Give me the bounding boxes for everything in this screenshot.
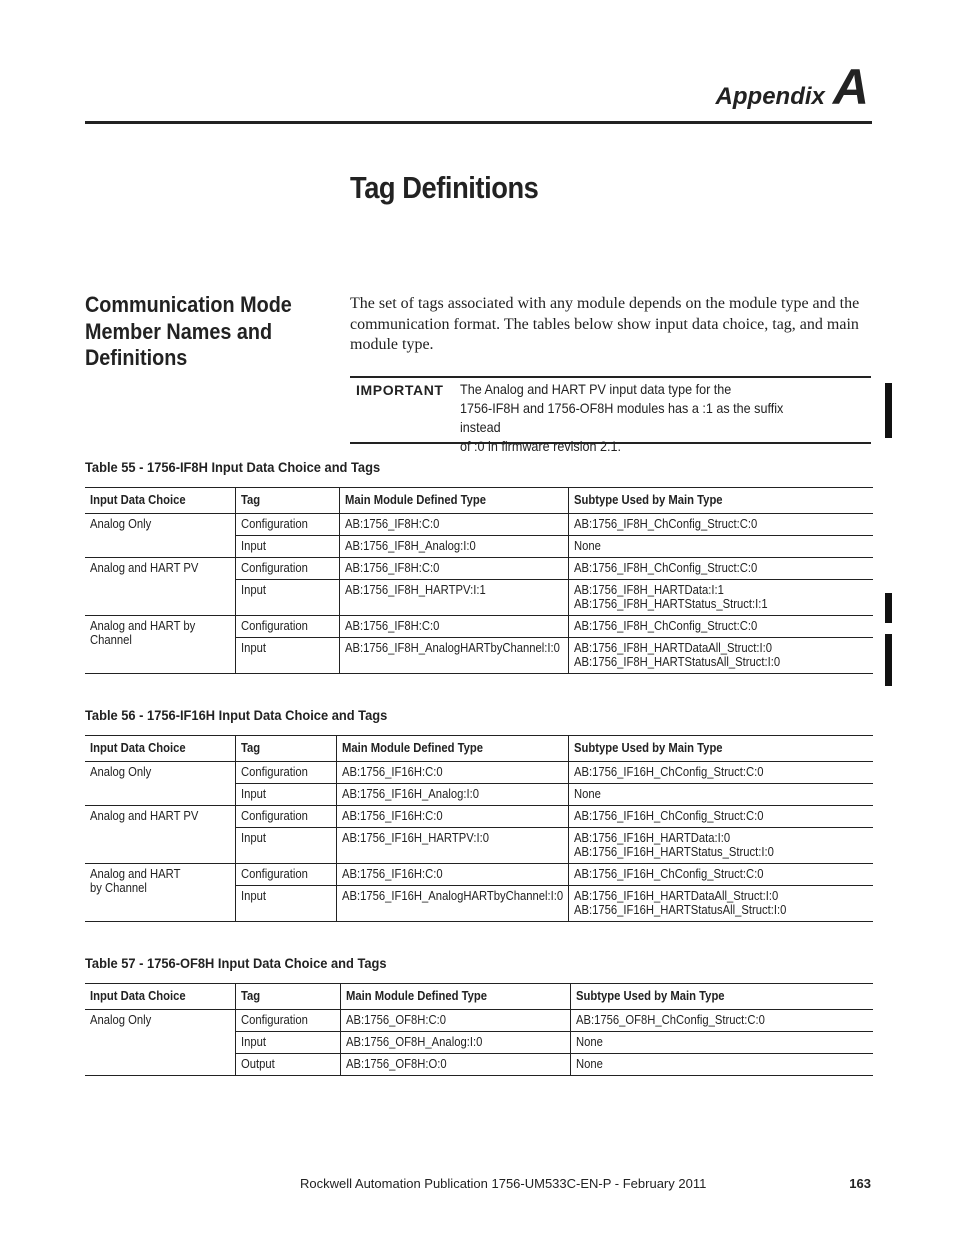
subtype-cell: [568, 784, 873, 806]
important-label: IMPORTANT: [356, 382, 444, 398]
column-header-label: Input Data Choice: [90, 989, 186, 1003]
data-table: [85, 487, 873, 674]
subtype-cell: [568, 864, 873, 886]
table-row: [85, 616, 873, 638]
main-type-cell: [336, 762, 568, 784]
tag-value: Input: [240, 583, 266, 597]
data-table: [85, 983, 873, 1076]
subtype-value: AB:1756_OF8H_ChConfig_Struct:C:0: [575, 1013, 765, 1027]
change-bar: [885, 383, 892, 438]
table-header-row: [85, 736, 873, 762]
subtype-cell: [568, 514, 873, 536]
input-data-choice-cell: [85, 864, 235, 922]
column-header-label: Subtype Used by Main Type: [573, 493, 723, 507]
column-header: [336, 736, 568, 762]
tag-value: Configuration: [240, 619, 308, 633]
tag-value: Configuration: [240, 1013, 308, 1027]
subtype-value: AB:1756_IF16H_ChConfig_Struct:C:0: [573, 765, 763, 779]
main-type-cell: [336, 886, 568, 922]
column-header: [85, 984, 235, 1010]
tag-value: Input: [240, 641, 266, 655]
subtype-cell: [570, 1010, 873, 1032]
main-type-cell: [336, 828, 568, 864]
tag-value: Configuration: [240, 517, 308, 531]
choice-line: Analog and HART: [90, 867, 181, 881]
tag-cell: [235, 536, 339, 558]
table-caption: Table 55 - 1756-IF8H Input Data Choice and Tags: [85, 459, 381, 475]
change-bar: [885, 634, 892, 686]
subtype-value: AB:1756_IF16H_ChConfig_Struct:C:0: [573, 809, 763, 823]
main-type-cell: [339, 638, 568, 674]
choice-line: Analog and HART by: [90, 619, 196, 633]
table-header-row: [85, 984, 873, 1010]
subtype-value: AB:1756_IF16H_HARTData:I:0: [573, 831, 730, 845]
important-text: [460, 380, 820, 456]
main-type-value: AB:1756_IF16H_Analog:I:0: [341, 787, 479, 801]
subtype-value: None: [573, 539, 601, 553]
column-header-label: Main Module Defined Type: [341, 741, 483, 755]
important-callout: [350, 376, 871, 454]
tag-cell: [235, 558, 339, 580]
subtype-value: AB:1756_IF16H_ChConfig_Struct:C:0: [573, 867, 763, 881]
table-row: [85, 514, 873, 536]
column-header: [235, 488, 339, 514]
choice-line: Analog and HART PV: [90, 561, 199, 575]
page-number: 163: [849, 1176, 871, 1191]
change-bar: [885, 593, 892, 623]
subtype-cell: [568, 886, 873, 922]
subtype-value: AB:1756_IF8H_HARTDataAll_Struct:I:0: [573, 641, 772, 655]
main-type-cell: [340, 1054, 570, 1076]
tag-cell: [235, 1054, 340, 1076]
subtype-cell: [568, 580, 873, 616]
column-header-label: Tag: [240, 741, 260, 755]
subtype-cell: [568, 536, 873, 558]
main-type-cell: [340, 1032, 570, 1054]
choice-line: Analog and HART PV: [90, 809, 199, 823]
table-row: [85, 864, 873, 886]
column-header-label: Tag: [240, 493, 260, 507]
table-row: [85, 1010, 873, 1032]
subtype-value: AB:1756_IF8H_ChConfig_Struct:C:0: [573, 619, 757, 633]
tag-value: Input: [240, 831, 266, 845]
tag-value: Output: [240, 1057, 275, 1071]
column-header-label: Subtype Used by Main Type: [575, 989, 725, 1003]
tag-value: Configuration: [240, 561, 308, 575]
tag-value: Input: [240, 1035, 266, 1049]
column-header-label: Input Data Choice: [90, 741, 186, 755]
main-type-value: AB:1756_OF8H:O:0: [345, 1057, 447, 1071]
appendix-letter: A: [832, 59, 869, 115]
main-type-value: AB:1756_OF8H_Analog:I:0: [345, 1035, 482, 1049]
table-row: [85, 558, 873, 580]
column-header: [85, 488, 235, 514]
subtype-value: None: [575, 1035, 603, 1049]
main-type-cell: [339, 580, 568, 616]
header-rule: [85, 121, 872, 124]
main-type-cell: [340, 1010, 570, 1032]
column-header: [340, 984, 570, 1010]
tag-cell: [235, 580, 339, 616]
section-heading: Communication Mode Member Names and Definitions: [85, 292, 292, 370]
table-row: [85, 762, 873, 784]
input-data-choice-cell: [85, 806, 235, 864]
tag-cell: [235, 1010, 340, 1032]
subtype-cell: [568, 616, 873, 638]
tag-cell: [235, 762, 336, 784]
main-type-cell: [339, 514, 568, 536]
footer-publication: Rockwell Automation Publication 1756-UM533C-EN-P - February 2011: [300, 1176, 707, 1191]
tag-value: Input: [240, 539, 266, 553]
choice-line: Analog Only: [90, 765, 152, 779]
tag-value: Input: [240, 787, 266, 801]
table-header-row: [85, 488, 873, 514]
input-data-choice-cell: [85, 616, 235, 674]
tag-cell: [235, 806, 336, 828]
tag-value: Configuration: [240, 809, 308, 823]
main-type-cell: [336, 806, 568, 828]
main-type-cell: [336, 864, 568, 886]
choice-line: by Channel: [90, 881, 147, 895]
subtype-cell: [570, 1032, 873, 1054]
main-type-value: AB:1756_IF16H:C:0: [341, 809, 443, 823]
main-type-cell: [336, 784, 568, 806]
column-header-label: Tag: [240, 989, 260, 1003]
tag-cell: [235, 828, 336, 864]
input-data-choice-cell: [85, 514, 235, 558]
subtype-value: AB:1756_IF16H_HARTStatus_Struct:I:0: [573, 845, 774, 859]
column-header-label: Input Data Choice: [90, 493, 186, 507]
subtype-cell: [568, 828, 873, 864]
important-line: of :0 in firmware revision 2.1.: [460, 438, 622, 454]
main-type-value: AB:1756_IF16H:C:0: [341, 867, 443, 881]
tag-value: Input: [240, 889, 266, 903]
appendix-heading: [716, 58, 869, 116]
main-type-value: AB:1756_IF8H:C:0: [344, 619, 439, 633]
main-type-value: AB:1756_IF8H_Analog:I:0: [344, 539, 476, 553]
main-type-value: AB:1756_IF8H_AnalogHARTbyChannel:I:0: [344, 641, 560, 655]
main-type-value: AB:1756_IF16H:C:0: [341, 765, 443, 779]
subtype-value: None: [573, 787, 601, 801]
subtype-value: AB:1756_IF8H_ChConfig_Struct:C:0: [573, 517, 757, 531]
column-header: [339, 488, 568, 514]
tag-cell: [235, 1032, 340, 1054]
column-header: [85, 736, 235, 762]
main-type-cell: [339, 536, 568, 558]
tag-value: Configuration: [240, 765, 308, 779]
subtype-cell: [568, 558, 873, 580]
tag-cell: [235, 514, 339, 536]
tag-value: Configuration: [240, 867, 308, 881]
main-type-value: AB:1756_IF8H:C:0: [344, 561, 439, 575]
choice-line: Channel: [90, 633, 132, 647]
column-header: [568, 488, 873, 514]
tag-cell: [235, 864, 336, 886]
column-header: [235, 984, 340, 1010]
main-type-cell: [339, 616, 568, 638]
column-header: [570, 984, 873, 1010]
column-header-label: Main Module Defined Type: [344, 493, 486, 507]
appendix-word: Appendix: [715, 83, 825, 110]
data-table: [85, 735, 873, 922]
table-caption: Table 57 - 1756-OF8H Input Data Choice and Tags: [85, 955, 387, 971]
important-line: The Analog and HART PV input data type for the: [460, 381, 732, 397]
table-row: [85, 806, 873, 828]
subtype-cell: [568, 762, 873, 784]
column-header-label: Subtype Used by Main Type: [573, 741, 723, 755]
subtype-value: AB:1756_IF8H_HARTStatusAll_Struct:I:0: [573, 655, 780, 669]
intro-paragraph: The set of tags associated with any module depends on the module type and the communication format. The tables below show input data choice, tag, and main module type.: [350, 295, 860, 353]
main-type-value: AB:1756_IF8H_HARTPV:I:1: [344, 583, 486, 597]
main-type-value: AB:1756_IF16H_AnalogHARTbyChannel:I:0: [341, 889, 563, 903]
subtype-value: AB:1756_IF16H_HARTDataAll_Struct:I:0: [573, 889, 778, 903]
input-data-choice-cell: [85, 762, 235, 806]
tag-cell: [235, 616, 339, 638]
subtype-value: AB:1756_IF8H_ChConfig_Struct:C:0: [573, 561, 757, 575]
table-caption: Table 56 - 1756-IF16H Input Data Choice and Tags: [85, 707, 388, 723]
column-header: [568, 736, 873, 762]
subtype-value: AB:1756_IF16H_HARTStatusAll_Struct:I:0: [573, 903, 786, 917]
subtype-value: AB:1756_IF8H_HARTStatus_Struct:I:1: [573, 597, 768, 611]
important-line: 1756-IF8H and 1756-OF8H modules has a :1 as the suffix instead: [460, 400, 784, 435]
tag-cell: [235, 784, 336, 806]
input-data-choice-cell: [85, 1010, 235, 1076]
column-header: [235, 736, 336, 762]
main-type-value: AB:1756_OF8H:C:0: [345, 1013, 446, 1027]
subtype-cell: [568, 638, 873, 674]
column-header-label: Main Module Defined Type: [345, 989, 487, 1003]
subtype-value: None: [575, 1057, 603, 1071]
input-data-choice-cell: [85, 558, 235, 616]
subtype-cell: [568, 806, 873, 828]
page-title: Tag Definitions: [350, 170, 539, 205]
subtype-cell: [570, 1054, 873, 1076]
tag-cell: [235, 886, 336, 922]
main-type-value: AB:1756_IF8H:C:0: [344, 517, 439, 531]
choice-line: Analog Only: [90, 1013, 152, 1027]
tag-cell: [235, 638, 339, 674]
subtype-value: AB:1756_IF8H_HARTData:I:1: [573, 583, 724, 597]
choice-line: Analog Only: [90, 517, 152, 531]
main-type-value: AB:1756_IF16H_HARTPV:I:0: [341, 831, 489, 845]
main-type-cell: [339, 558, 568, 580]
